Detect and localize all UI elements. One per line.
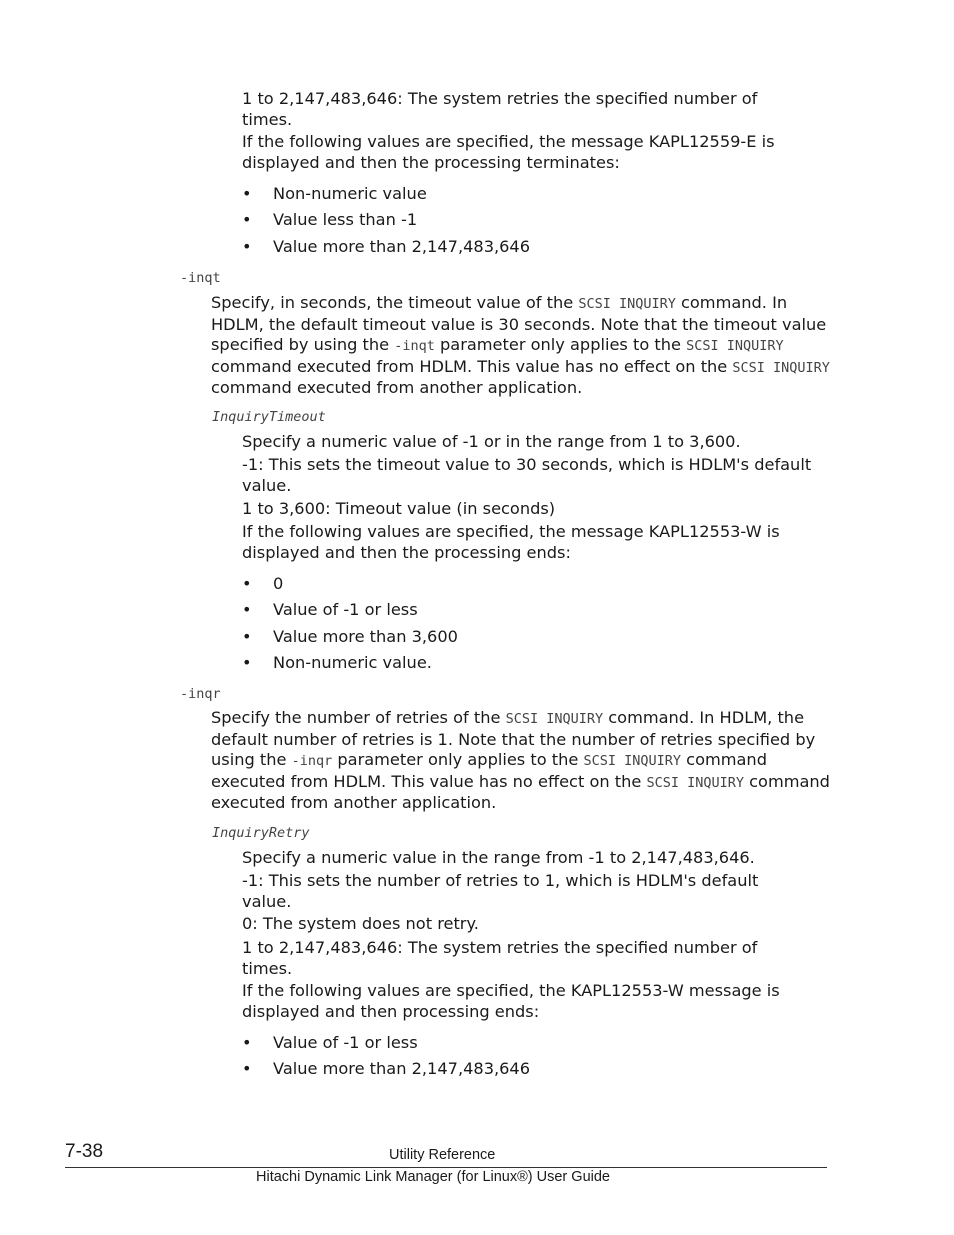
- bullet-icon: •: [242, 1033, 252, 1052]
- bullet-icon: •: [242, 600, 252, 620]
- bullet-icon: •: [242, 1059, 252, 1079]
- parameter-name-inquirytimeout: InquiryTimeout: [212, 409, 326, 425]
- bullet-icon: •: [242, 652, 252, 672]
- list-item: • Value of -1 or less: [242, 600, 418, 620]
- list-item: • Value of -1 or less: [242, 1033, 418, 1052]
- list-item: • Value more than 2,147,483,646: [242, 236, 531, 256]
- list-item: • Non-numeric value: [242, 184, 427, 203]
- parameter-line: If the following values are specified, the KAPL12553-W message is displayed and then processing ends:: [242, 981, 780, 1021]
- parameter-line: -1: This sets the number of retries to 1, which is HDLM's default value.: [242, 871, 759, 911]
- parameter-line: If the following values are specified, the message KAPL12553-W is displayed and then the processing ends:: [242, 522, 780, 562]
- list-item: • Value more than 2,147,483,646: [242, 1059, 531, 1079]
- bullet-icon: •: [242, 210, 252, 230]
- bullet-list: [242, 184, 530, 263]
- bullet-list: [242, 1033, 530, 1086]
- option-description-inqr: Specify the number of retries of the SCSI INQUIRY command. In HDLM, the default number of retries is 1. Note that the number of retries specified by using the -inqr parameter only applies to the SCSI INQUIRY command executed from HDLM. This value has no effect on the SCSI INQUIRY command executed from another application.: [211, 708, 830, 812]
- parameter-name-inquiryretry: InquiryRetry: [212, 825, 310, 841]
- parameter-line: Specify a numeric value in the range from -1 to 2,147,483,646.: [242, 848, 755, 867]
- list-item: • 0: [242, 574, 284, 593]
- bullet-icon: •: [242, 626, 252, 646]
- footer-guide-title: Hitachi Dynamic Link Manager (for Linux®) User Guide: [256, 1169, 610, 1185]
- list-item: • Value less than -1: [242, 210, 418, 230]
- range-description: 1 to 2,147,483,646: The system retries the specified number of times.: [242, 89, 758, 129]
- parameter-line: 1 to 2,147,483,646: The system retries the specified number of times.: [242, 938, 758, 978]
- parameter-line: 1 to 3,600: Timeout value (in seconds): [242, 499, 556, 518]
- parameter-line: -1: This sets the timeout value to 30 seconds, which is HDLM's default value.: [242, 455, 812, 495]
- option-heading-inqr: -inqr: [180, 686, 221, 702]
- bullet-list: [242, 574, 458, 679]
- page-number: 7-38: [65, 1141, 104, 1162]
- option-description-inqt: Specify, in seconds, the timeout value of the SCSI INQUIRY command. In HDLM, the default timeout value is 30 seconds. Note that the timeout value specified by using the -inqt parameter only applies to the SCSI INQUIRY command executed from HDLM. This value has no effect on the SCSI INQUIRY command executed from another application.: [211, 293, 830, 397]
- parameter-line: 0: The system does not retry.: [242, 914, 479, 933]
- condition-text: If the following values are specified, the message KAPL12559-E is displayed and then the processing terminates:: [242, 132, 775, 172]
- bullet-icon: •: [242, 236, 252, 256]
- footer-section-title: Utility Reference: [389, 1147, 496, 1163]
- list-item: • Value more than 3,600: [242, 626, 458, 646]
- footer-divider: [65, 1167, 827, 1168]
- parameter-line: Specify a numeric value of -1 or in the range from 1 to 3,600.: [242, 432, 741, 451]
- option-heading-inqt: -inqt: [180, 270, 221, 286]
- list-item: • Non-numeric value.: [242, 652, 432, 672]
- bullet-icon: •: [242, 184, 252, 203]
- bullet-icon: •: [242, 574, 252, 593]
